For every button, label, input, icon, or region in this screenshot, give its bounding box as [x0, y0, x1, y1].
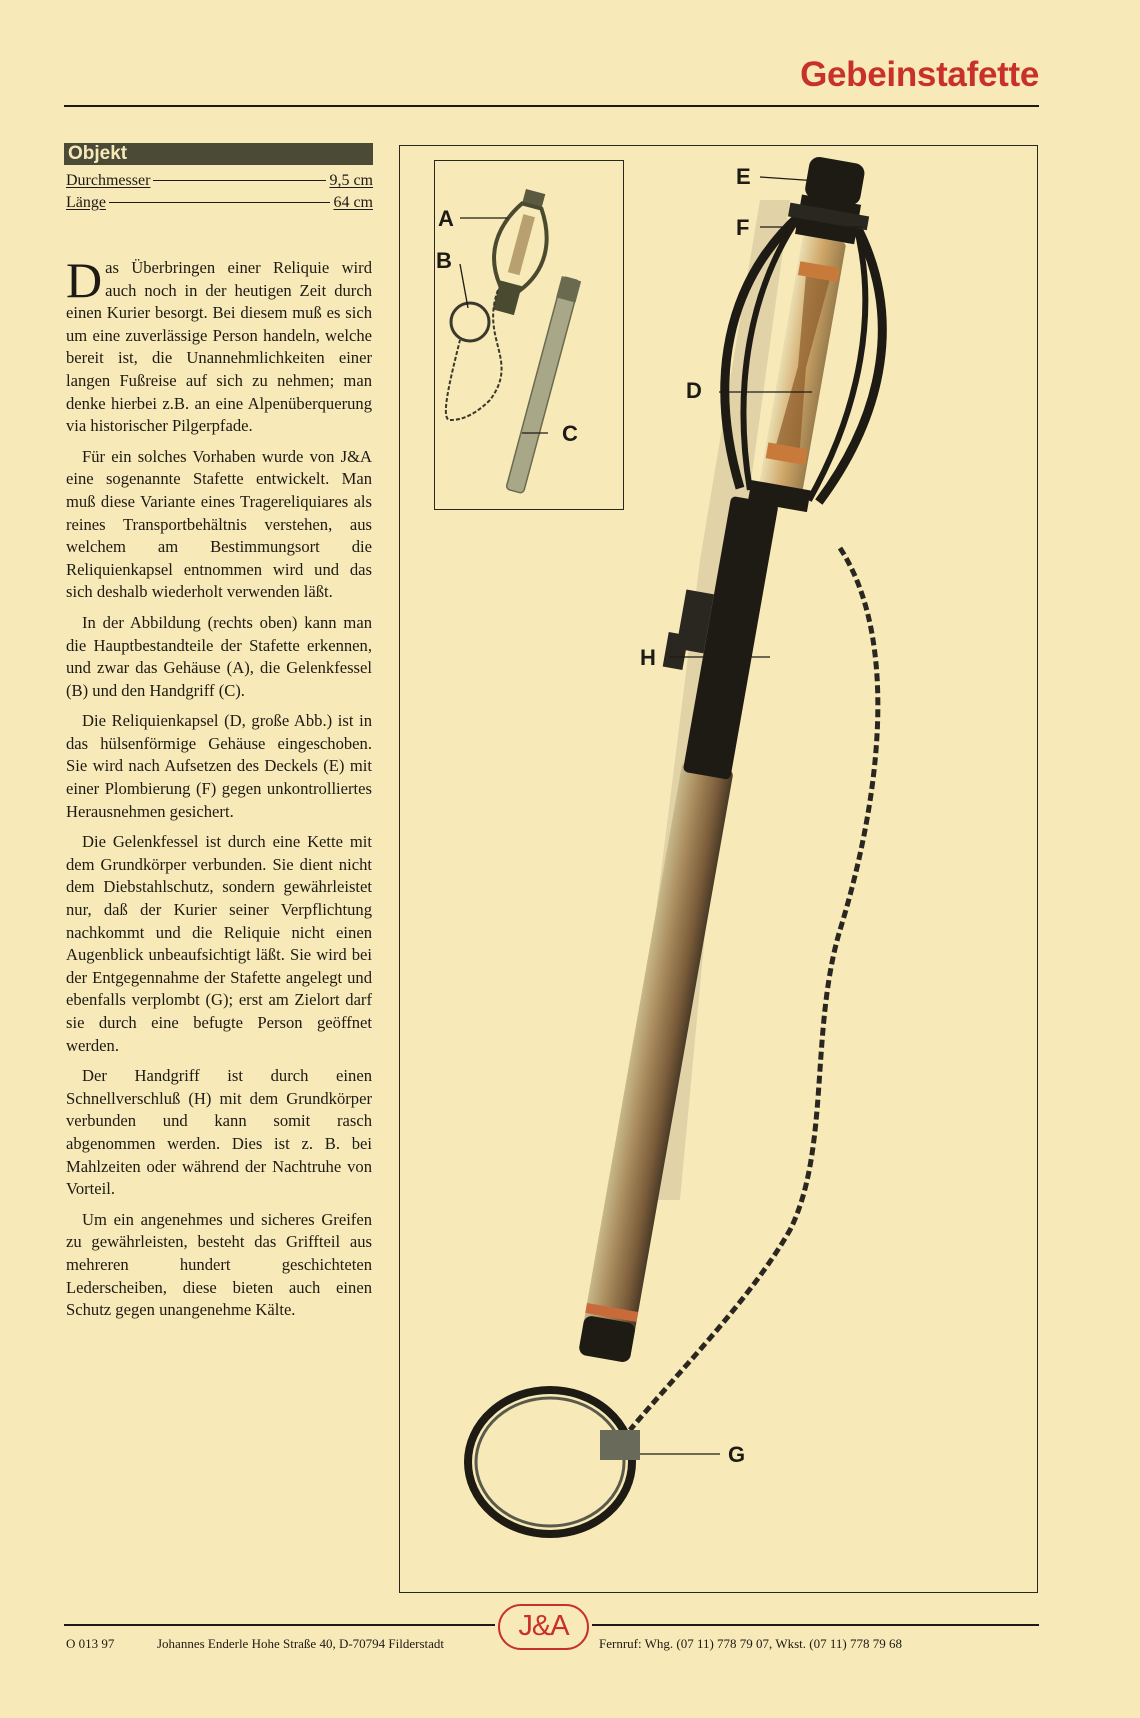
paragraph-2: Für ein solches Vorhaben wurde von J&A eine sogenannte Stafette entwickelt. Man muß diese Variante eines Tragereliquiares als reines Transportbehältnis verstehen, aus welchem am Bestimmungsort die Reliquienkapsel entnommen wird und das sich deshalb wiederholt verwenden läßt.	[66, 446, 372, 602]
paragraph-1-text: as Überbringen einer Reliquie wird auch noch in der heutigen Zeit durch einen Kurier besorgt. Bei diesem muß es sich um eine zuverlässige Person handeln, welche bereit ist, die Unannehmlichkeiten einer langen Fußreise auf sich zu nehmen; man denke hierbei z.B. an eine Alpenüberquerung via historischer Pilgerpfade.	[66, 258, 372, 436]
callout-a: A	[438, 206, 454, 231]
paragraph-4: Die Reliquienkapsel (D, große Abb.) ist in das hülsenförmige Gehäuse eingeschoben. Sie wird nach Aufsetzen des Deckels (E) mit einer Plombierung (F) gegen unkontrolliertes Herausnehmen gesichert.	[66, 711, 372, 821]
inset-handle	[505, 276, 581, 494]
objekt-heading: Objekt	[64, 143, 373, 165]
inset-shackle	[451, 303, 489, 341]
callout-g: G	[728, 1442, 746, 1467]
bottom-rule-right	[592, 1624, 1039, 1626]
inset-housing	[479, 185, 560, 319]
paragraph-3: In der Abbildung (rechts oben) kann man die Hauptbestandteile der Stafette erkennen, und zwar das Gehäuse (A), die Gelenkfessel (B) und den Handgriff (C).	[66, 612, 372, 700]
footer-phone: Fernruf: Whg. (07 11) 778 79 07, Wkst. (07 11) 778 79 68	[599, 1636, 902, 1651]
callout-d: D	[686, 378, 702, 403]
paragraph-5: Die Gelenkfessel ist durch eine Kette mit dem Grundkörper verbunden. Sie dient nicht dem Diebstahlschutz, sondern gewährleistet nur, daß der Kurier seiner Verpflichtung nachkommt und die Reliquie nicht einen Augenblick unbeaufsichtigt läßt. Sie wird bei der Entgegennahme der Stafette angelegt und ebenfalls verplombt (G); erst am Zielort darf sie durch eine befugte Person geöffnet werden.	[66, 832, 372, 1055]
callout-b: B	[436, 248, 452, 273]
handle-grip	[543, 489, 781, 1363]
page-title: Gebeinstafette	[800, 55, 1039, 94]
callout-e: E	[736, 164, 751, 189]
callout-c: C	[562, 421, 578, 446]
bottom-rule-left	[64, 1624, 495, 1626]
shackle-seal	[600, 1430, 640, 1460]
spec-value: 64 cm	[333, 194, 373, 211]
paragraph-6: Der Handgriff ist durch einen Schnellverschluß (H) mit dem Grundkörper verbunden und kann somit rasch abgenommen werden. Dies ist z. B. bei Mahlzeiten oder während der Nachtruhe von Vorteil.	[66, 1066, 372, 1199]
shackle-ring	[468, 1390, 632, 1534]
housing-cage	[702, 147, 913, 520]
callout-h: H	[640, 645, 656, 670]
spec-label: Länge	[66, 194, 106, 211]
callout-f: F	[736, 215, 750, 240]
drop-cap: D	[66, 252, 103, 308]
footer-address: Johannes Enderle Hohe Straße 40, D-70794 Filderstadt	[157, 1636, 445, 1651]
ja-logo: J&A	[498, 1604, 589, 1650]
spec-label: Durchmesser	[66, 172, 151, 189]
spec-value: 9,5 cm	[329, 172, 373, 189]
doc-number: O 013 97	[66, 1636, 115, 1651]
paragraph-7: Um ein angenehmes und sicheres Greifen zu gewährleisten, besteht das Griffteil aus mehreren hundert geschichteten Lederscheiben, diese bieten auch einen Schutz gegen unangenehme Kälte.	[66, 1209, 372, 1320]
